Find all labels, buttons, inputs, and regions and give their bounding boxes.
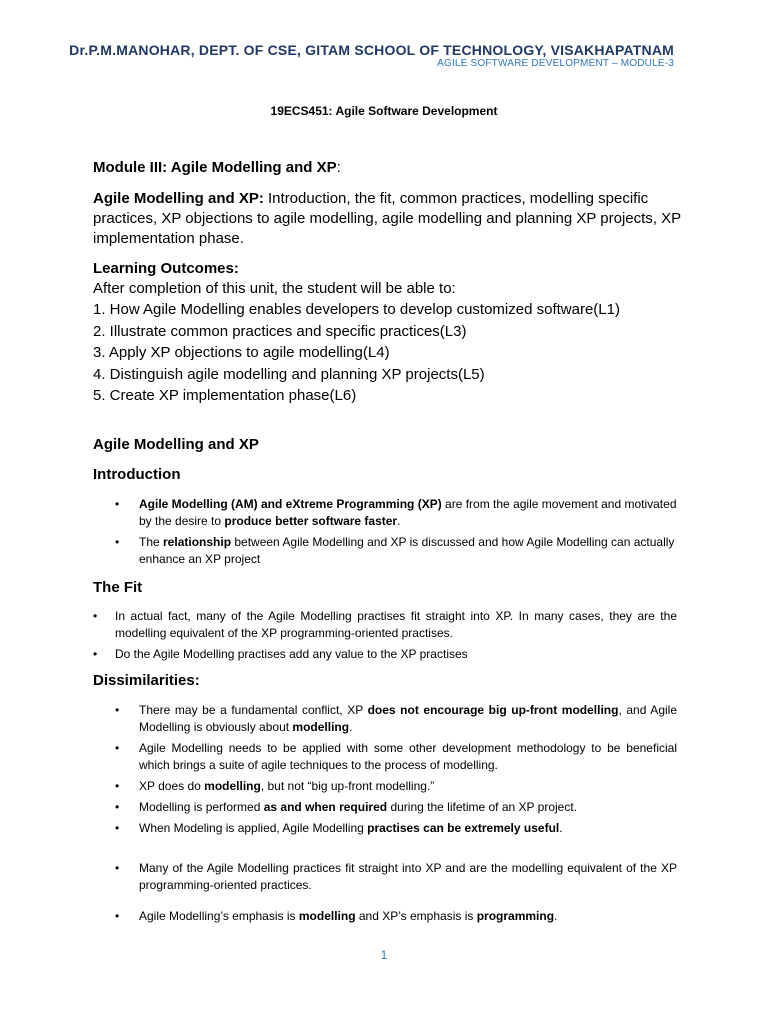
text: , but not “big up-front modelling.” — [260, 779, 435, 793]
fit-heading: The Fit — [93, 579, 143, 596]
bold-text: practises can be extremely useful — [367, 821, 560, 835]
page-number: 1 — [380, 948, 388, 962]
text: Modelling is performed — [139, 800, 264, 814]
text: When Modeling is applied, Agile Modelling — [139, 821, 368, 835]
bullet-icon: • — [115, 779, 120, 793]
list-item — [93, 799, 677, 816]
learning-outcomes-item: 2. Illustrate common practices and specific practices(L3) — [93, 322, 467, 340]
list-item — [93, 908, 677, 925]
list-item — [93, 496, 677, 530]
text: Many of the Agile Modelling practices fit straight into XP and are the modelling equivalent of the XP programming-oriented practices. — [139, 861, 677, 892]
list-item — [93, 860, 677, 894]
text: . — [397, 514, 401, 528]
bold-text: modelling — [292, 720, 350, 734]
text: between Agile Modelling and XP is discussed and how Agile Modelling can actually enhance an XP project — [139, 535, 675, 566]
bullet-icon: • — [115, 703, 120, 717]
fit-list — [93, 608, 677, 667]
list-item — [93, 646, 677, 663]
text: The — [139, 535, 164, 549]
learning-outcomes-item: 4. Distinguish agile modelling and planning XP projects(L5) — [93, 365, 485, 383]
list-item — [93, 702, 677, 736]
introduction-heading: Introduction — [93, 466, 181, 483]
text: during the lifetime of an XP project. — [387, 800, 577, 814]
learning-outcomes-intro: After completion of this unit, the student will be able to: — [93, 280, 456, 297]
bold-text: modelling — [204, 779, 261, 793]
text: XP does do — [139, 779, 205, 793]
bold-text: relationship — [163, 535, 232, 549]
bullet-icon: • — [115, 497, 120, 511]
bold-text: Agile Modelling (AM) and eXtreme Programming (XP) — [139, 497, 442, 511]
bullet-icon: • — [115, 821, 120, 835]
bullet-icon: • — [115, 535, 120, 549]
text: Agile Modelling needs to be applied with some other development methodology to be beneficial which brings a suite of agile techniques to the process of modelling. — [139, 741, 677, 772]
module-topics — [93, 189, 683, 249]
extra-list — [93, 860, 677, 929]
text: . — [349, 720, 353, 734]
text: Do the Agile Modelling practises add any value to the XP practises — [115, 647, 468, 661]
bullet-icon: • — [115, 909, 120, 923]
module-title — [93, 158, 683, 178]
bullet-icon: • — [93, 647, 98, 661]
learning-outcomes-item: 3. Apply XP objections to agile modelling(L4) — [93, 344, 390, 361]
learning-outcomes-item: 1. How Agile Modelling enables developers to develop customized software(L1) — [93, 301, 620, 318]
list-item — [93, 608, 677, 642]
bullet-icon: • — [93, 609, 98, 623]
bullet-icon: • — [115, 741, 120, 755]
learning-outcomes-heading: Learning Outcomes: — [93, 260, 239, 277]
text: Agile Modelling’s emphasis is — [139, 909, 299, 923]
text: There may be a fundamental conflict, XP — [139, 703, 368, 717]
bullet-icon: • — [115, 800, 120, 814]
header-module: AGILE SOFTWARE DEVELOPMENT – MODULE-3 — [437, 58, 674, 69]
text: are from the agile movement and motivated by the desire to — [139, 497, 677, 528]
course-title: 19ECS451: Agile Software Development — [270, 104, 498, 118]
module-topics-lead: Agile Modelling and XP: — [93, 190, 264, 207]
text: . — [554, 909, 558, 923]
section-title: Agile Modelling and XP — [93, 436, 259, 453]
text: and XP’s emphasis is — [355, 909, 477, 923]
bold-text: as and when required — [263, 800, 388, 814]
module-title-colon: : — [336, 159, 341, 176]
list-item — [93, 740, 677, 774]
bold-text: does not encourage big up-front modelling — [367, 703, 619, 717]
list-item — [93, 778, 677, 795]
text: In actual fact, many of the Agile Modelling practises fit straight into XP. In many cases, they are the modelling equivalent of the XP programming-oriented practises. — [115, 609, 677, 640]
bullet-icon: • — [115, 861, 120, 875]
dissimilarities-list — [93, 702, 677, 841]
learning-outcomes — [93, 259, 683, 407]
text: , and Agile Modelling is obviously about — [139, 703, 677, 734]
bold-text: produce better software faster — [224, 514, 398, 528]
list-item — [93, 820, 677, 837]
list-item — [93, 534, 677, 568]
bold-text: programming — [476, 909, 555, 923]
dissimilarities-heading: Dissimilarities: — [93, 672, 200, 689]
module-title-text: Module III: Agile Modelling and XP — [93, 159, 337, 176]
text: . — [559, 821, 563, 835]
module-topics-text: Introduction, the fit, common practices, modelling specific practices, XP objections to agile modelling, agile modelling and planning XP projects, XP implementation phase. — [93, 190, 681, 247]
bold-text: modelling — [298, 909, 356, 923]
header-author: Dr.P.M.MANOHAR, DEPT. OF CSE, GITAM SCHOOL OF TECHNOLOGY, VISAKHAPATNAM — [69, 42, 674, 58]
learning-outcomes-item: 5. Create XP implementation phase(L6) — [93, 387, 357, 404]
introduction-list — [93, 496, 677, 572]
